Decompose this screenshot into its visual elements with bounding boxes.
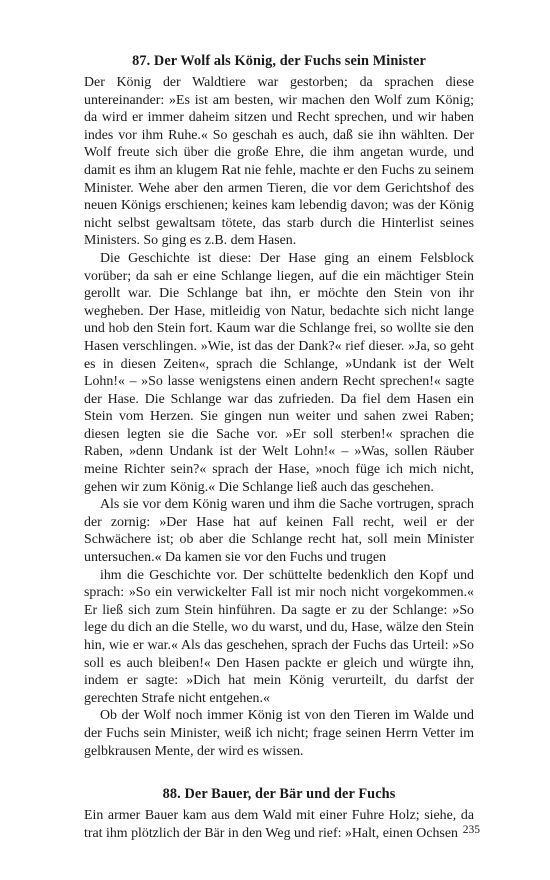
section-87-paragraph-1: Der König der Waldtiere war gestorben; da sprachen diese untereinander: »Es ist am besten, wir machen den Wolf zum König; da wird er immer daheim sitzen und Recht sprechen, und wir haben indes vor ihm Ruhe.« So geschah es auch, daß sie ihn wählten. Der Wolf freute sich über die große Ehre, die ihm angetan wurde, und damit es ihm an klugem Rat nie fehle, machte er den Fuchs zu seinem Minister. Wehe aber den armen Tieren, die vor dem Gerichtshof des neuen Königs erschienen; keines kam lebendig davon; was der König nicht selbst gewaltsam tötete, das starb durch die Hinterlist seines Ministers. So ging es z.B. dem Hasen. xyxy=(84,75,474,249)
section-88-paragraph-1: Ein armer Bauer kam aus dem Wald mit einer Fuhre Holz; siehe, da trat ihm plötzlich der Bär in den Weg und rief: »Halt, einen Ochsen xyxy=(84,808,474,841)
section-divider-space xyxy=(84,760,474,785)
page-body xyxy=(84,52,474,842)
section-87-title: 87. Der Wolf als König, der Fuchs sein Minister xyxy=(132,53,426,69)
section-87-paragraph-2: Die Geschichte ist diese: Der Hase ging an einem Felsblock vorüber; da sah er eine Schlange liegen, auf die ein mächtiger Stein gerollt war. Die Schlange bat ihn, er möchte den Stein von ihr wegheben. Der Hase, mitleidig von Natur, bedachte sich nicht lange und hob den Stein fort. Kaum war die Schlange frei, so wollte sie den Hasen verschlingen. »Wie, ist das der Dank?« rief dieser. »Ja, so geht es in diesen Zeiten«, sprach die Schlange, »Undank ist der Welt Lohn!« – »So lasse wenigstens einen andern Recht sprechen!« sagte der Hase. Die Schlange war das zufrieden. Da fiel dem Hasen ein Stein vom Herzen. Sie gingen nun weiter und sahen zwei Raben; diesen legten sie die Sache vor. »Er soll sterben!« sprachen die Raben, »denn Undank ist der Welt Lohn!« – »Was, sollen Räuber meine Richter sein?« sprach der Hase, »noch füge ich mich nicht, gehen wir zum König.« Die Schlange ließ auch das geschehen. xyxy=(84,250,474,495)
section-88-title: 88. Der Bauer, der Bär und der Fuchs xyxy=(162,786,396,803)
section-87-paragraph-5: Ob der Wolf noch immer König ist von den Tieren im Walde und der Fuchs sein Minister, weiß ich nicht; frage seinen Herrn Vetter im gelbkrausen Mente, der wird es wissen. xyxy=(84,708,474,759)
section-87-paragraph-3: Als sie vor dem König waren und ihm die Sache vortrugen, sprach der zornig: »Der Hase hat auf keinen Fall recht, weil er der Schwächere ist; ob aber die Schlange recht hat, soll mein Minister untersuchen.« Da kamen sie vor den Fuchs und trugen xyxy=(84,497,474,566)
section-87-paragraph-4: ihm die Geschichte vor. Der schüttelte bedenklich den Kopf und sprach: »So ein verwickelter Fall ist mir noch nicht vorgekommen.« Er ließ sich zum Stein hinführen. Da sagte er zu der Schlange: »So lege du dich an die Stelle, wo du warst, und du, Hase, wälze den Stein hin, wie er war.« Als das geschehen, sprach der Fuchs das Urteil: »So soll es auch bleiben!« Den Hasen packte er gleich und würgte ihn, indem er sagte: »Dich hat mein König verurteilt, du darfst der gerechten Strafe nicht entgehen.« xyxy=(84,567,474,706)
page-number: 235 xyxy=(462,824,480,836)
